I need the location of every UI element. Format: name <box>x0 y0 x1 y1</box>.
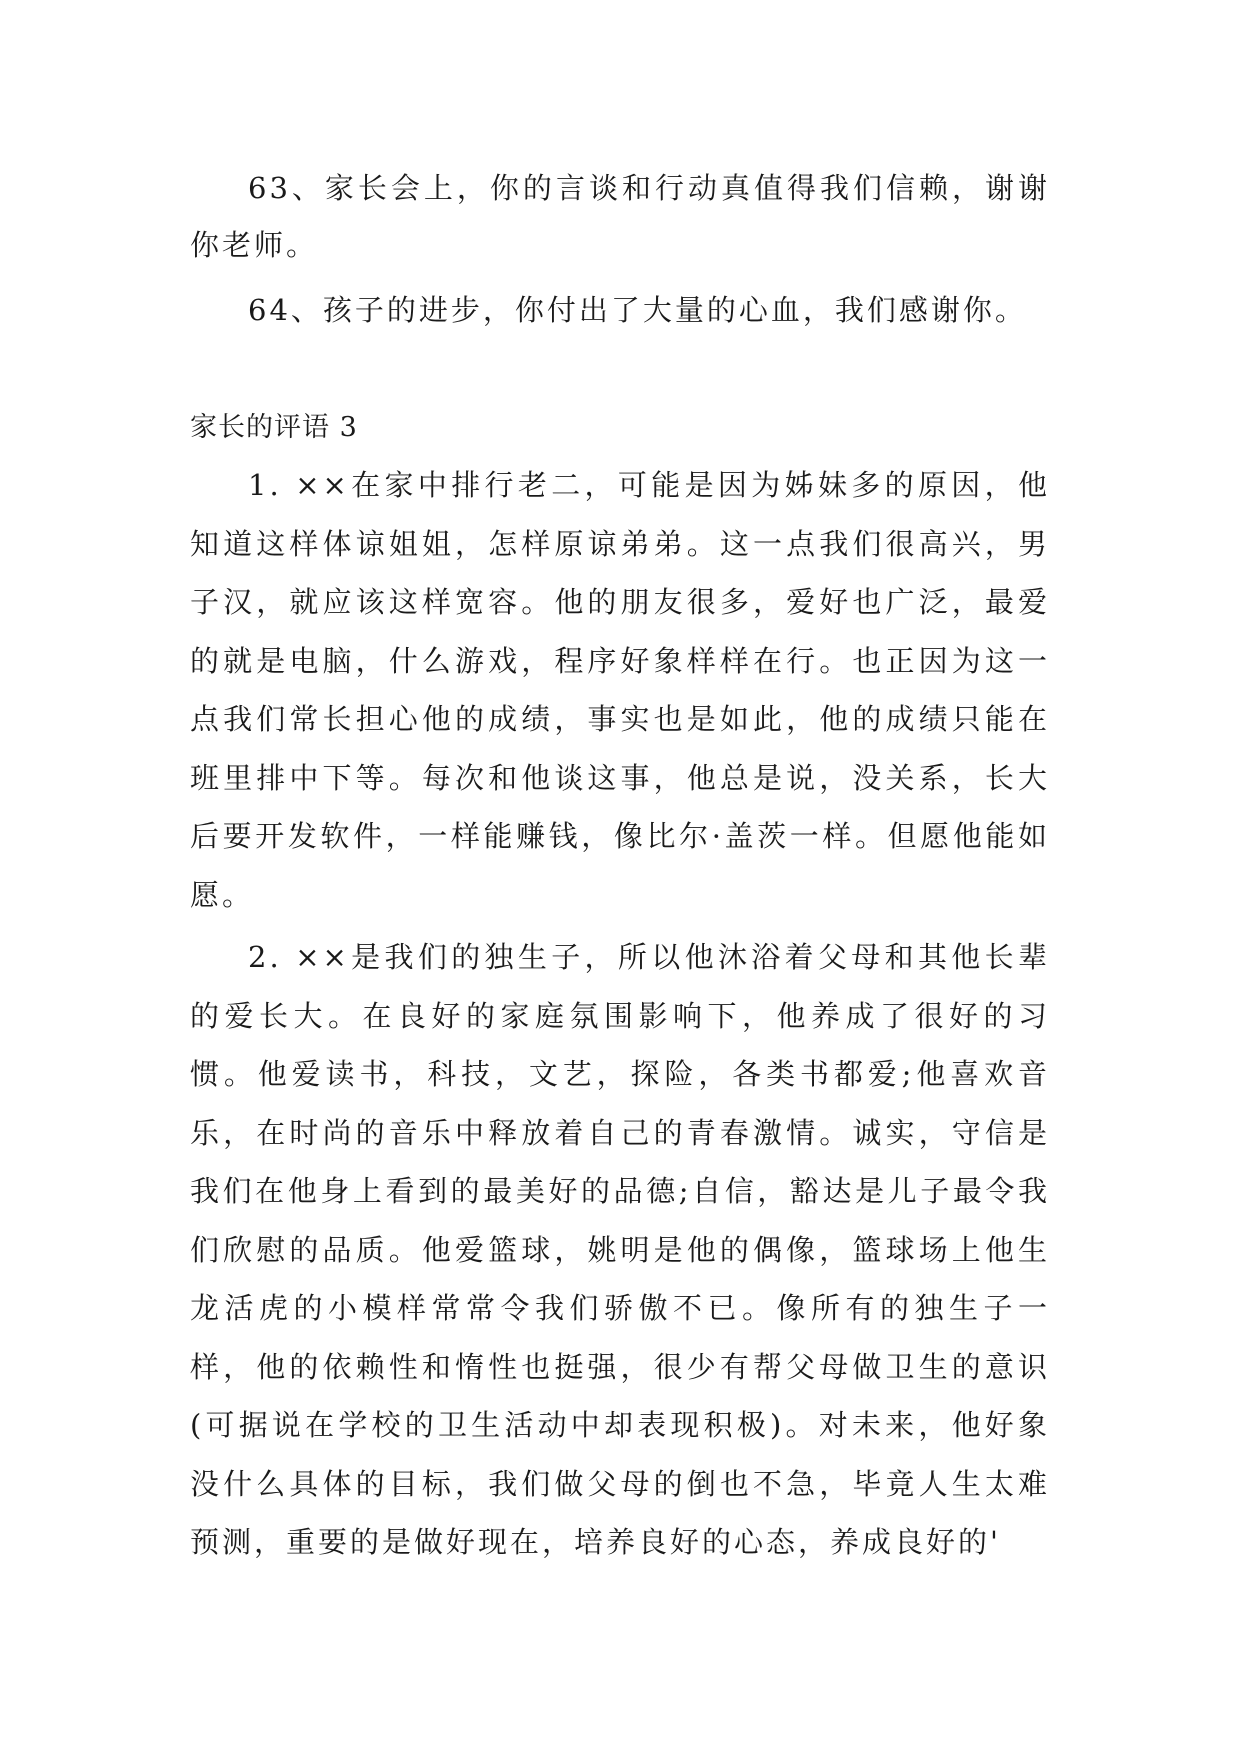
document-body <box>190 160 1050 1572</box>
list-item-2: 2. ××是我们的独生子，所以他沐浴着父母和其他长辈的爱长大。在良好的家庭氛围影响下，他养成了很好的习惯。他爱读书，科技，文艺，探险，各类书都爱;他喜欢音乐，在时尚的音乐中释放着自己的青春激情。诚实，守信是我们在他身上看到的最美好的品德;自信，豁达是儿子最令我们欣慰的品质。他爱篮球，姚明是他的偶像，篮球场上他生龙活虎的小模样常常令我们骄傲不已。像所有的独生子一样，他的依赖性和惰性也挺强，很少有帮父母做卫生的意识(可据说在学校的卫生活动中却表现积极)。对未来，他好象没什么具体的目标，我们做父母的倒也不急，毕竟人生太难预测，重要的是做好现在，培养良好的心态，养成良好的' <box>190 940 1050 1559</box>
paragraph-63: 63、家长会上，你的言谈和行动真值得我们信赖，谢谢你老师。 <box>190 171 1050 262</box>
paragraph-64: 64、孩子的进步，你付出了大量的心血，我们感谢你。 <box>248 293 1027 327</box>
list-item-1: 1. ××在家中排行老二，可能是因为姊妹多的原因，他知道这样体谅姐姐，怎样原谅弟弟。这一点我们很高兴，男子汉，就应该这样宽容。他的朋友很多，爱好也广泛，最爱的就是电脑，什么游戏，程序好象样样在行。也正因为这一点我们常长担心他的成绩，事实也是如此，他的成绩只能在班里排中下等。每次和他谈这事，他总是说，没关系，长大后要开发软件，一样能赚钱，像比尔·盖茨一样。但愿他能如愿。 <box>190 468 1050 912</box>
section-heading: 家长的评语 3 <box>190 412 358 443</box>
